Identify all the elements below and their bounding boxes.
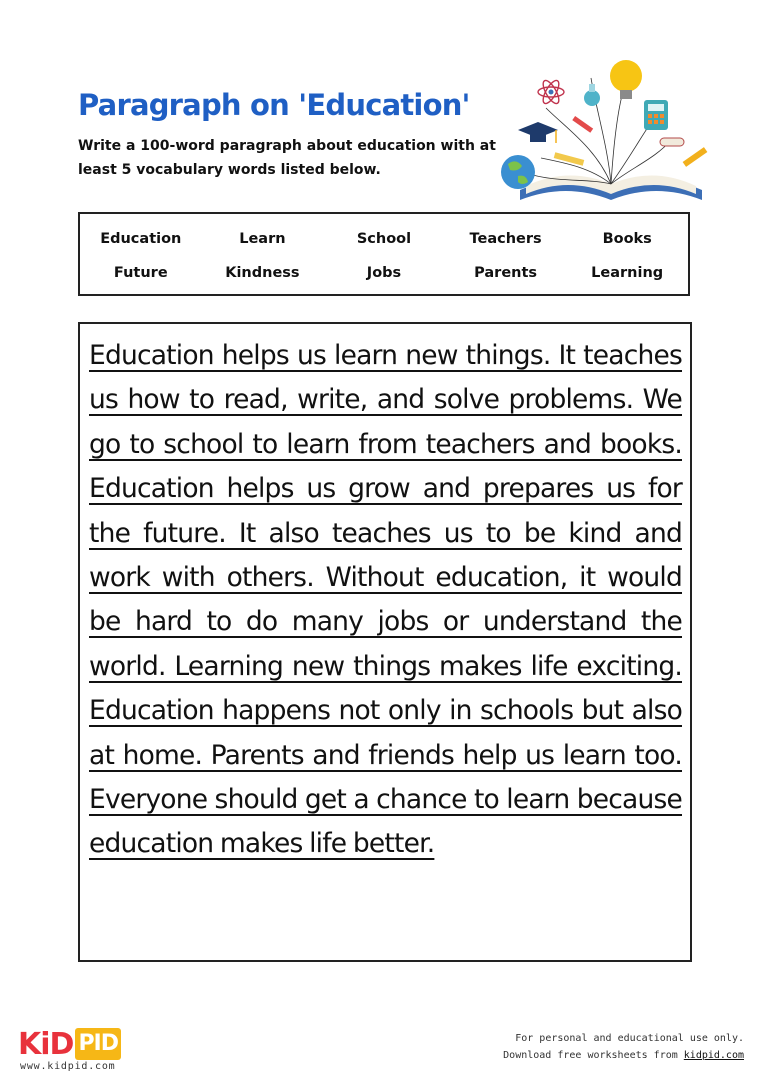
paragraph-box — [78, 322, 692, 962]
globe-icon — [501, 155, 535, 189]
ruler-icon — [554, 152, 585, 166]
vocab-word: Learning — [591, 265, 664, 281]
footer-line-1: For personal and educational use only. — [515, 1033, 744, 1044]
pencil-icon — [572, 116, 707, 167]
vocab-word: Teachers — [469, 231, 542, 247]
vocab-word: Parents — [474, 265, 538, 281]
graduation-cap-icon — [518, 122, 558, 143]
calculator-icon — [644, 100, 668, 130]
vocab-word: Books — [602, 231, 652, 247]
kidpid-logo — [18, 1028, 121, 1060]
vocab-word: Jobs — [366, 265, 402, 281]
light-bulb-icon — [610, 60, 642, 99]
footer-line-2 — [503, 1047, 744, 1064]
vocab-word: Future — [113, 265, 168, 281]
footer-link[interactable]: kidpid.com — [683, 1050, 744, 1061]
footer-note — [503, 1030, 744, 1064]
flask-icon — [584, 84, 600, 106]
page-title: Paragraph on 'Education' — [78, 88, 470, 122]
vocab-word: Education — [100, 231, 182, 247]
vocab-word: Kindness — [225, 265, 300, 281]
logo-text-pid: PID — [75, 1028, 121, 1060]
paragraph-text: Education helps us learn new things. It teaches us how to read, write, and solve problems. We go to school to learn from teachers and books. Education helps us grow and prepares us for the future. It also teaches us to be kind and work with others. Without education, it would be hard to do many jobs or understand the world. Learning new things makes life exciting. Education happens not only in schools but also at home. Parents and friends help us learn too. Everyone should get a chance to learn because education makes life better. — [89, 340, 682, 860]
logo-text-kid: KiD — [18, 1027, 74, 1062]
vocab-word: School — [356, 231, 412, 247]
vocabulary-box — [78, 212, 690, 296]
education-illustration — [496, 48, 726, 208]
atom-icon — [538, 78, 564, 106]
diploma-icon — [660, 138, 684, 146]
logo-url: www.kidpid.com — [20, 1061, 116, 1072]
footer-line-2-text: Download free worksheets from — [503, 1050, 684, 1061]
instructions-text: Write a 100-word paragraph about education with at least 5 vocabulary words listed below. — [78, 138, 496, 178]
vocab-word: Learn — [239, 231, 286, 247]
